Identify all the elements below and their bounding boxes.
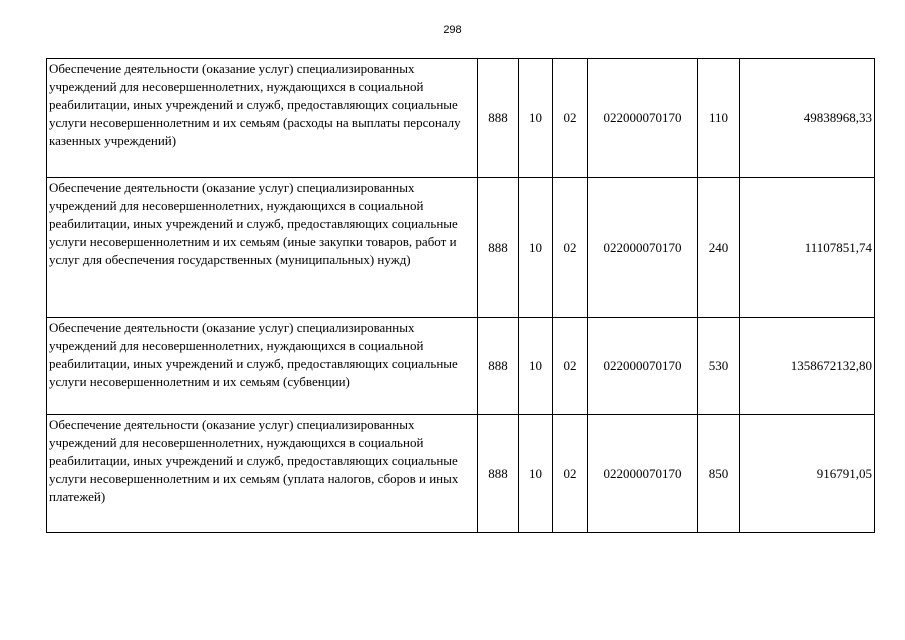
- row-expense-type-code: 850: [698, 415, 740, 533]
- row-amount: 49838968,33: [740, 59, 875, 178]
- row-description: Обеспечение деятельности (оказание услуг) специализированных учреждений для несовершеннолетних, нуждающихся в социальной реабилитации, иных учреждений и служб, предоставляющих социальные услуги несовершеннолетним и их семьям (уплата налогов, сборов и иных платежей): [47, 415, 478, 533]
- row-subsection-code: 02: [553, 178, 588, 318]
- row-section-code: 10: [519, 178, 553, 318]
- row-description: Обеспечение деятельности (оказание услуг) специализированных учреждений для несовершеннолетних, нуждающихся в социальной реабилитации, иных учреждений и служб, предоставляющих социальные услуги несовершеннолетним и их семьям (субвенции): [47, 318, 478, 415]
- row-amount: 916791,05: [740, 415, 875, 533]
- table-row: [47, 318, 875, 415]
- row-expense-type-code: 530: [698, 318, 740, 415]
- row-expense-type-code: 110: [698, 59, 740, 178]
- row-description: Обеспечение деятельности (оказание услуг) специализированных учреждений для несовершеннолетних, нуждающихся в социальной реабилитации, иных учреждений и служб, предоставляющих социальные услуги несовершеннолетним и их семьям (расходы на выплаты персоналу казенных учреждений): [47, 59, 478, 178]
- row-target-article-code: 022000070170: [588, 415, 698, 533]
- row-subsection-code: 02: [553, 318, 588, 415]
- page-number: 298: [443, 24, 462, 36]
- table-row: [47, 415, 875, 533]
- row-amount: 11107851,74: [740, 178, 875, 318]
- row-amount: 1358672132,80: [740, 318, 875, 415]
- row-grbs-code: 888: [478, 415, 519, 533]
- table-row: [47, 59, 875, 178]
- row-section-code: 10: [519, 59, 553, 178]
- row-description: Обеспечение деятельности (оказание услуг) специализированных учреждений для несовершеннолетних, нуждающихся в социальной реабилитации, иных учреждений и служб, предоставляющих социальные услуги несовершеннолетним и их семьям (иные закупки товаров, работ и услуг для обеспечения государственных (муниципальных) нужд): [47, 178, 478, 318]
- row-subsection-code: 02: [553, 59, 588, 178]
- row-target-article-code: 022000070170: [588, 178, 698, 318]
- row-grbs-code: 888: [478, 59, 519, 178]
- row-target-article-code: 022000070170: [588, 59, 698, 178]
- row-expense-type-code: 240: [698, 178, 740, 318]
- row-grbs-code: 888: [478, 178, 519, 318]
- row-section-code: 10: [519, 415, 553, 533]
- row-target-article-code: 022000070170: [588, 318, 698, 415]
- row-grbs-code: 888: [478, 318, 519, 415]
- row-section-code: 10: [519, 318, 553, 415]
- table-row: [47, 178, 875, 318]
- budget-table: [46, 58, 875, 533]
- row-subsection-code: 02: [553, 415, 588, 533]
